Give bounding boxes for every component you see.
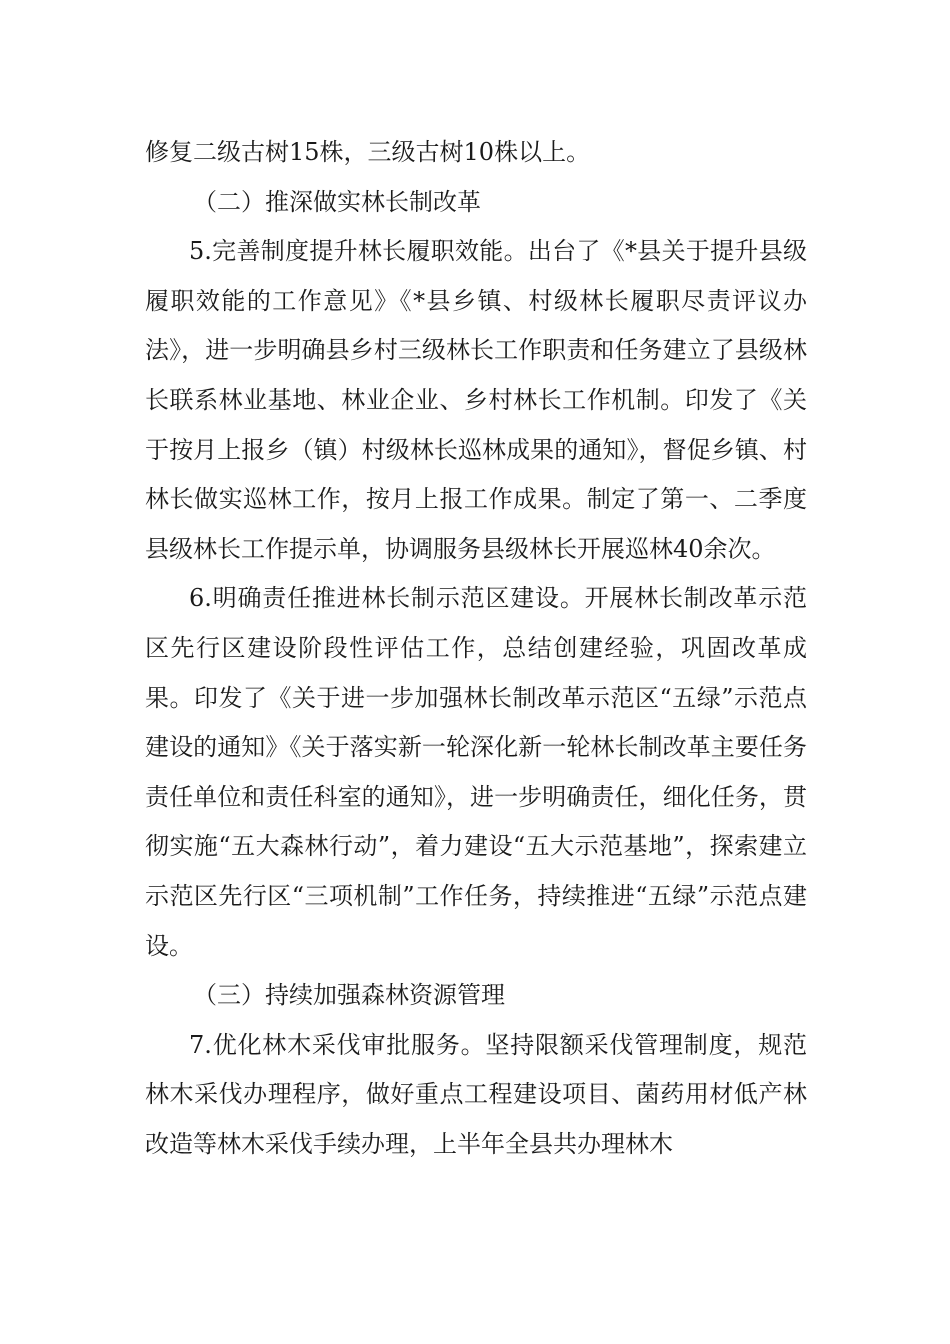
paragraph-item-7: 7.优化林木采伐审批服务。坚持限额采伐管理制度，规范林木采伐办理程序，做好重点工程建设项目、菌药用材低产林改造等林木采伐手续办理，上半年全县共办理林木 xyxy=(145,1030,807,1158)
paragraph-item-5: 5.完善制度提升林长履职效能。出台了《*县关于提升县级履职效能的工作意见》《*县乡镇、村级林长履职尽责评议办法》，进一步明确县乡村三级林长工作职责和任务建立了县级林长联系林业基地、林业企业、乡村林长工作机制。印发了《关于按月上报乡（镇）村级林长巡林成果的通知》，督促乡镇、村林长做实巡林工作，按月上报工作成果。制定了第一、二季度县级林长工作提示单，协调服务县级林长开展巡林40余次。 xyxy=(145,237,807,563)
paragraph-item-6: 6.明确责任推进林长制示范区建设。开展林长制改革示范区先行区建设阶段性评估工作，总结创建经验，巩固改革成果。印发了《关于进一步加强林长制改革示范区“五绿”示范点建设的通知》《关于落实新一轮深化新一轮林长制改革主要任务责任单位和责任科室的通知》，进一步明确责任，细化任务，贯彻实施“五大森林行动”，着力建设“五大示范基地”，探索建立示范区先行区“三项机制”工作任务，持续推进“五绿”示范点建设。 xyxy=(145,584,807,960)
paragraph-continuation: 修复二级古树15株，三级古树10株以上。 xyxy=(145,138,591,166)
section-heading-3: （三）持续加强森林资源管理 xyxy=(193,981,505,1010)
document-body xyxy=(145,128,807,1169)
section-heading-2: （二）推深做实林长制改革 xyxy=(193,187,481,216)
